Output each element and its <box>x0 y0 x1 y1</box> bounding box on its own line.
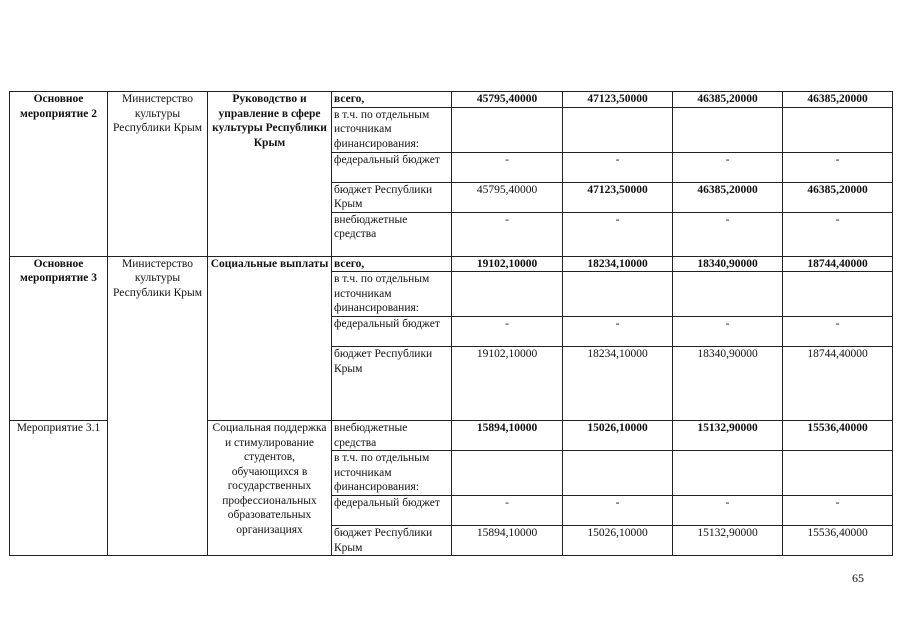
source-label-cell: в т.ч. по отдельным источникам финансирования: <box>332 272 452 317</box>
source-label-cell: в т.ч. по отдельным источникам финансирования: <box>332 451 452 496</box>
value-cell: - <box>563 212 673 256</box>
value-cell: 15536,40000 <box>783 421 893 451</box>
value-cell: 46385,20000 <box>673 182 783 212</box>
event-name-cell: Основное мероприятие 2 <box>10 92 108 257</box>
value-cell: 18234,10000 <box>563 256 673 272</box>
value-cell: - <box>452 152 563 182</box>
source-label-cell: бюджет Республики Крым <box>332 347 452 421</box>
source-label-cell: внебюджетные средства <box>332 212 452 256</box>
value-cell <box>783 107 893 152</box>
event-name-cell: Мероприятие 3.1 <box>10 421 108 556</box>
event-title-cell: Социальные выплаты <box>208 256 332 421</box>
source-label-cell: федеральный бюджет <box>332 152 452 182</box>
value-cell: 15894,10000 <box>452 526 563 556</box>
value-cell: - <box>563 317 673 347</box>
value-cell <box>452 107 563 152</box>
value-cell <box>783 272 893 317</box>
value-cell: - <box>563 152 673 182</box>
value-cell <box>563 107 673 152</box>
value-cell: 47123,50000 <box>563 92 673 108</box>
value-cell: 15132,90000 <box>673 526 783 556</box>
value-cell: - <box>783 317 893 347</box>
source-label-cell: всего, <box>332 92 452 108</box>
value-cell: 18340,90000 <box>673 256 783 272</box>
executor-cell <box>108 421 208 556</box>
value-cell: 18744,40000 <box>783 256 893 272</box>
value-cell: 45795,40000 <box>452 182 563 212</box>
executor-cell: Министерство культуры Республики Крым <box>108 92 208 257</box>
page-number: 65 <box>852 571 864 585</box>
source-label-cell: внебюджетные средства <box>332 421 452 451</box>
financing-table <box>9 91 893 556</box>
value-cell: - <box>452 496 563 526</box>
value-cell <box>563 272 673 317</box>
event-name-cell: Основное мероприятие 3 <box>10 256 108 421</box>
source-label-cell: бюджет Республики Крым <box>332 526 452 556</box>
value-cell <box>783 451 893 496</box>
source-label-cell: федеральный бюджет <box>332 317 452 347</box>
value-cell: 46385,20000 <box>783 182 893 212</box>
value-cell: 19102,10000 <box>452 256 563 272</box>
value-cell: - <box>673 212 783 256</box>
event-title-cell: Руководство и управление в сфере культуры Республики Крым <box>208 92 332 257</box>
value-cell: - <box>563 496 673 526</box>
value-cell: 15536,40000 <box>783 526 893 556</box>
value-cell <box>563 451 673 496</box>
value-cell <box>452 451 563 496</box>
value-cell: 15132,90000 <box>673 421 783 451</box>
value-cell: 15026,10000 <box>563 421 673 451</box>
value-cell: - <box>783 212 893 256</box>
value-cell: - <box>783 152 893 182</box>
value-cell <box>452 272 563 317</box>
value-cell: 45795,40000 <box>452 92 563 108</box>
value-cell <box>673 272 783 317</box>
value-cell: - <box>673 317 783 347</box>
value-cell: 15026,10000 <box>563 526 673 556</box>
value-cell: - <box>673 152 783 182</box>
value-cell: 19102,10000 <box>452 347 563 421</box>
value-cell <box>673 107 783 152</box>
table-row <box>10 92 893 108</box>
value-cell: 18744,40000 <box>783 347 893 421</box>
value-cell: 18340,90000 <box>673 347 783 421</box>
value-cell: 47123,50000 <box>563 182 673 212</box>
source-label-cell: бюджет Республики Крым <box>332 182 452 212</box>
source-label-cell: в т.ч. по отдельным источникам финансирования: <box>332 107 452 152</box>
value-cell: - <box>783 496 893 526</box>
value-cell: 18234,10000 <box>563 347 673 421</box>
value-cell: 15894,10000 <box>452 421 563 451</box>
source-label-cell: всего, <box>332 256 452 272</box>
source-label-cell: федеральный бюджет <box>332 496 452 526</box>
value-cell: 46385,20000 <box>783 92 893 108</box>
value-cell <box>673 451 783 496</box>
value-cell: - <box>673 496 783 526</box>
event-title-cell: Социальная поддержка и стимулирование студентов, обучающихся в государственных профессиональных образовательных организациях <box>208 421 332 556</box>
value-cell: - <box>452 212 563 256</box>
value-cell: 46385,20000 <box>673 92 783 108</box>
executor-cell: Министерство культуры Республики Крым <box>108 256 208 421</box>
table-row <box>10 256 893 272</box>
value-cell: - <box>452 317 563 347</box>
table-row <box>10 421 893 451</box>
